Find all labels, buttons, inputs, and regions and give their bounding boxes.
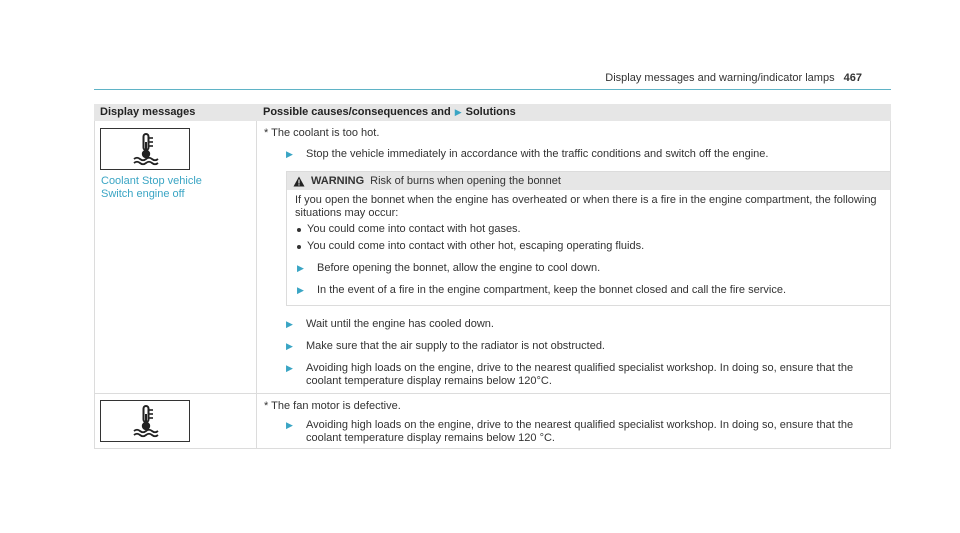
- solution-step: ▶ Wait until the engine has cooled down.: [286, 318, 494, 330]
- step-arrow-icon: ▶: [286, 420, 293, 430]
- page-header: [605, 72, 862, 84]
- solution-step: ▶ Avoiding high loads on the engine, drive to the nearest qualified specialist workshop. In doing so, ensure that the coolant temperature display remains below 120 °C.: [286, 419, 854, 444]
- warning-bullet-list: [295, 223, 884, 253]
- warning-text: If you open the bonnet when the engine has overheated or when there is a fire in the engine compartment, the following situations may occur:: [295, 194, 877, 219]
- step-arrow-icon: ▶: [454, 106, 462, 117]
- table-row: [94, 394, 891, 449]
- page-header-title: Display messages and warning/indicator lamps: [605, 72, 835, 84]
- warning-header: [287, 172, 890, 190]
- messages-table: [94, 104, 891, 449]
- step-arrow-icon: ▶: [286, 341, 293, 351]
- warning-body: [287, 190, 890, 305]
- cause-text: * The fan motor is defective.: [264, 400, 401, 412]
- list-item: You could come into contact with hot gases.: [295, 223, 884, 236]
- column-divider: [256, 121, 257, 393]
- header-causes-solutions: Possible causes/consequences and ▶ Solutions: [263, 106, 516, 118]
- coolant-temperature-icon: [100, 400, 190, 442]
- warning-box: [286, 171, 891, 306]
- warning-subtitle: Risk of burns when opening the bonnet: [370, 175, 561, 187]
- step-arrow-icon: ▶: [286, 319, 293, 329]
- step-arrow-icon: ▶: [286, 363, 293, 373]
- step-arrow-icon: ▶: [297, 285, 304, 295]
- header-rule: [94, 89, 891, 90]
- display-message: Coolant Stop vehicle Switch engine off: [101, 175, 202, 200]
- solution-step: ▶ Before opening the bonnet, allow the engine to cool down.: [297, 262, 601, 274]
- header-display-messages: Display messages: [100, 106, 196, 118]
- step-arrow-icon: ▶: [297, 263, 304, 273]
- warning-triangle-icon: [293, 176, 305, 187]
- solution-step: ▶ In the event of a fire in the engine compartment, keep the bonnet closed and call the fire service.: [297, 284, 787, 296]
- solution-step: ▶ Avoiding high loads on the engine, drive to the nearest qualified specialist workshop. In doing so, ensure that the coolant temperature display remains below 120°C.: [286, 362, 854, 387]
- causes-solutions: [264, 127, 884, 388]
- solution-step: ▶ Make sure that the air supply to the radiator is not obstructed.: [286, 340, 605, 352]
- coolant-temperature-icon: [100, 128, 190, 170]
- warning-title: WARNING: [311, 175, 365, 187]
- solution-step: ▶ Stop the vehicle immediately in accordance with the traffic conditions and switch off the engine.: [286, 148, 769, 160]
- causes-solutions: [264, 400, 884, 445]
- page-number: 467: [843, 72, 862, 84]
- cause-text: * The coolant is too hot.: [264, 127, 380, 139]
- table-row: [94, 121, 891, 394]
- list-item: You could come into contact with other hot, escaping operating fluids.: [295, 240, 884, 253]
- table-header: [94, 104, 891, 121]
- step-arrow-icon: ▶: [286, 149, 293, 159]
- column-divider: [256, 394, 257, 448]
